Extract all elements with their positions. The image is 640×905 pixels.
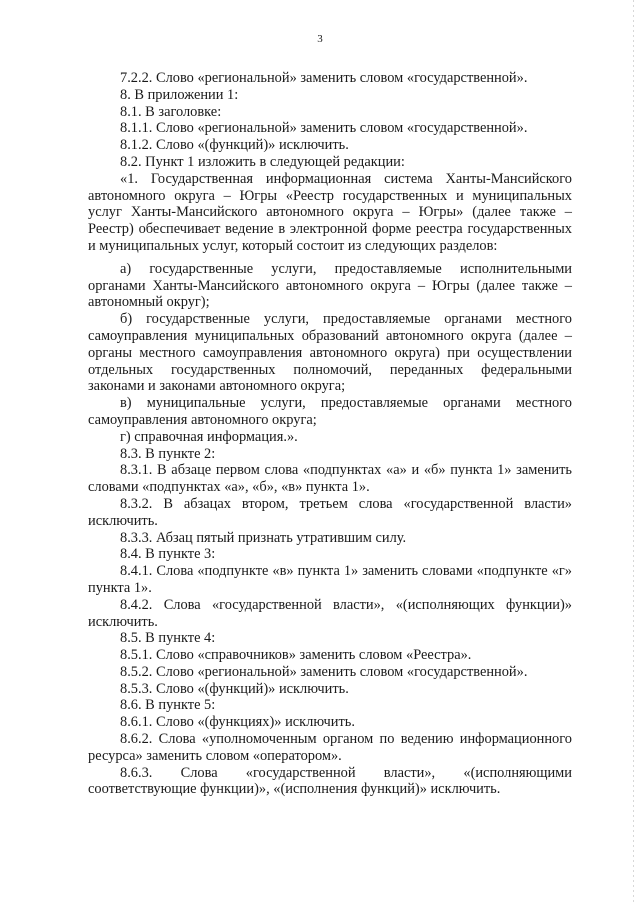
paragraph: 8.3. В пункте 2: [120, 445, 216, 462]
paragraph: 8.6.2. Слова «уполномоченным органом по ведению информационного ресурса» заменить словом «оператором». [88, 731, 572, 764]
paragraph: 8.3.3. Абзац пятый признать утратившим силу. [120, 529, 407, 546]
paragraph: 8.5.3. Слово «(функций)» исключить. [120, 680, 349, 697]
paragraph: в) муниципальные услуги, предоставляемые органами местного самоуправления автономного округа; [88, 395, 572, 428]
paragraph: 8.6.3. Слова «государственной власти», «(исполняющими соответствующие функции)», «(исполнения функций)» исключить. [88, 764, 572, 798]
document-body [88, 70, 572, 798]
paragraph: 8.4. В пункте 3: [120, 546, 216, 563]
paragraph: 8.3.1. В абзаце первом слова «подпунктах «а» и «б» пункта 1» заменить словами «подпунктах «а», «б», «в» пункта 1». [88, 462, 572, 496]
paragraph: 8. В приложении 1: [120, 86, 239, 103]
paragraph: 8.3.2. В абзацах втором, третьем слова «государственной власти» исключить. [88, 495, 572, 529]
paragraph: 8.5.2. Слово «региональной» заменить словом «государственной». [120, 663, 528, 680]
paragraph: 8.4.1. Слова «подпункте «в» пункта 1» заменить словами «подпункте «г» пункта 1». [88, 563, 572, 596]
paragraph: б) государственные услуги, предоставляемые органами местного самоуправления муниципальных образований автономного округа (далее – органы местного самоуправления автономного округа) при осуществлении отдельных государственных полномочий, переданных федеральными законами и законами автономного округа; [88, 311, 572, 395]
scan-edge-artifact [633, 0, 634, 905]
page-number: 3 [317, 33, 323, 45]
paragraph: 8.6.1. Слово «(функциях)» исключить. [120, 714, 355, 731]
paragraph: а) государственные услуги, предоставляемые исполнительными органами Ханты-Мансийского автономного округа – Югры (далее также – автономный округ); [88, 260, 572, 311]
paragraph: 8.1.1. Слово «региональной» заменить словом «государственной». [120, 120, 528, 137]
paragraph: «1. Государственная информационная система Ханты-Мансийского автономного округа – Югры «Реестр государственных и муниципальных услуг Ханты-Мансийского автономного округа – Югры» (далее также – Реестр) обеспечивает ведение в электронной форме реестра государственных и муниципальных услуг, который состоит из следующих разделов: [88, 170, 572, 254]
paragraph: 8.1. В заголовке: [120, 103, 222, 120]
paragraph: 8.2. Пункт 1 изложить в следующей редакции: [120, 153, 405, 170]
paragraph: 8.1.2. Слово «(функций)» исключить. [120, 137, 349, 154]
paragraph: 8.5.1. Слово «справочников» заменить словом «Реестра». [120, 647, 472, 664]
paragraph: 8.4.2. Слова «государственной власти», «(исполняющих функции)» исключить. [88, 596, 572, 630]
paragraph: 8.6. В пункте 5: [120, 697, 216, 714]
paragraph: 7.2.2. Слово «региональной» заменить словом «государственной». [120, 70, 528, 86]
paragraph: 8.5. В пункте 4: [120, 630, 216, 647]
paragraph: г) справочная информация.». [120, 428, 298, 445]
